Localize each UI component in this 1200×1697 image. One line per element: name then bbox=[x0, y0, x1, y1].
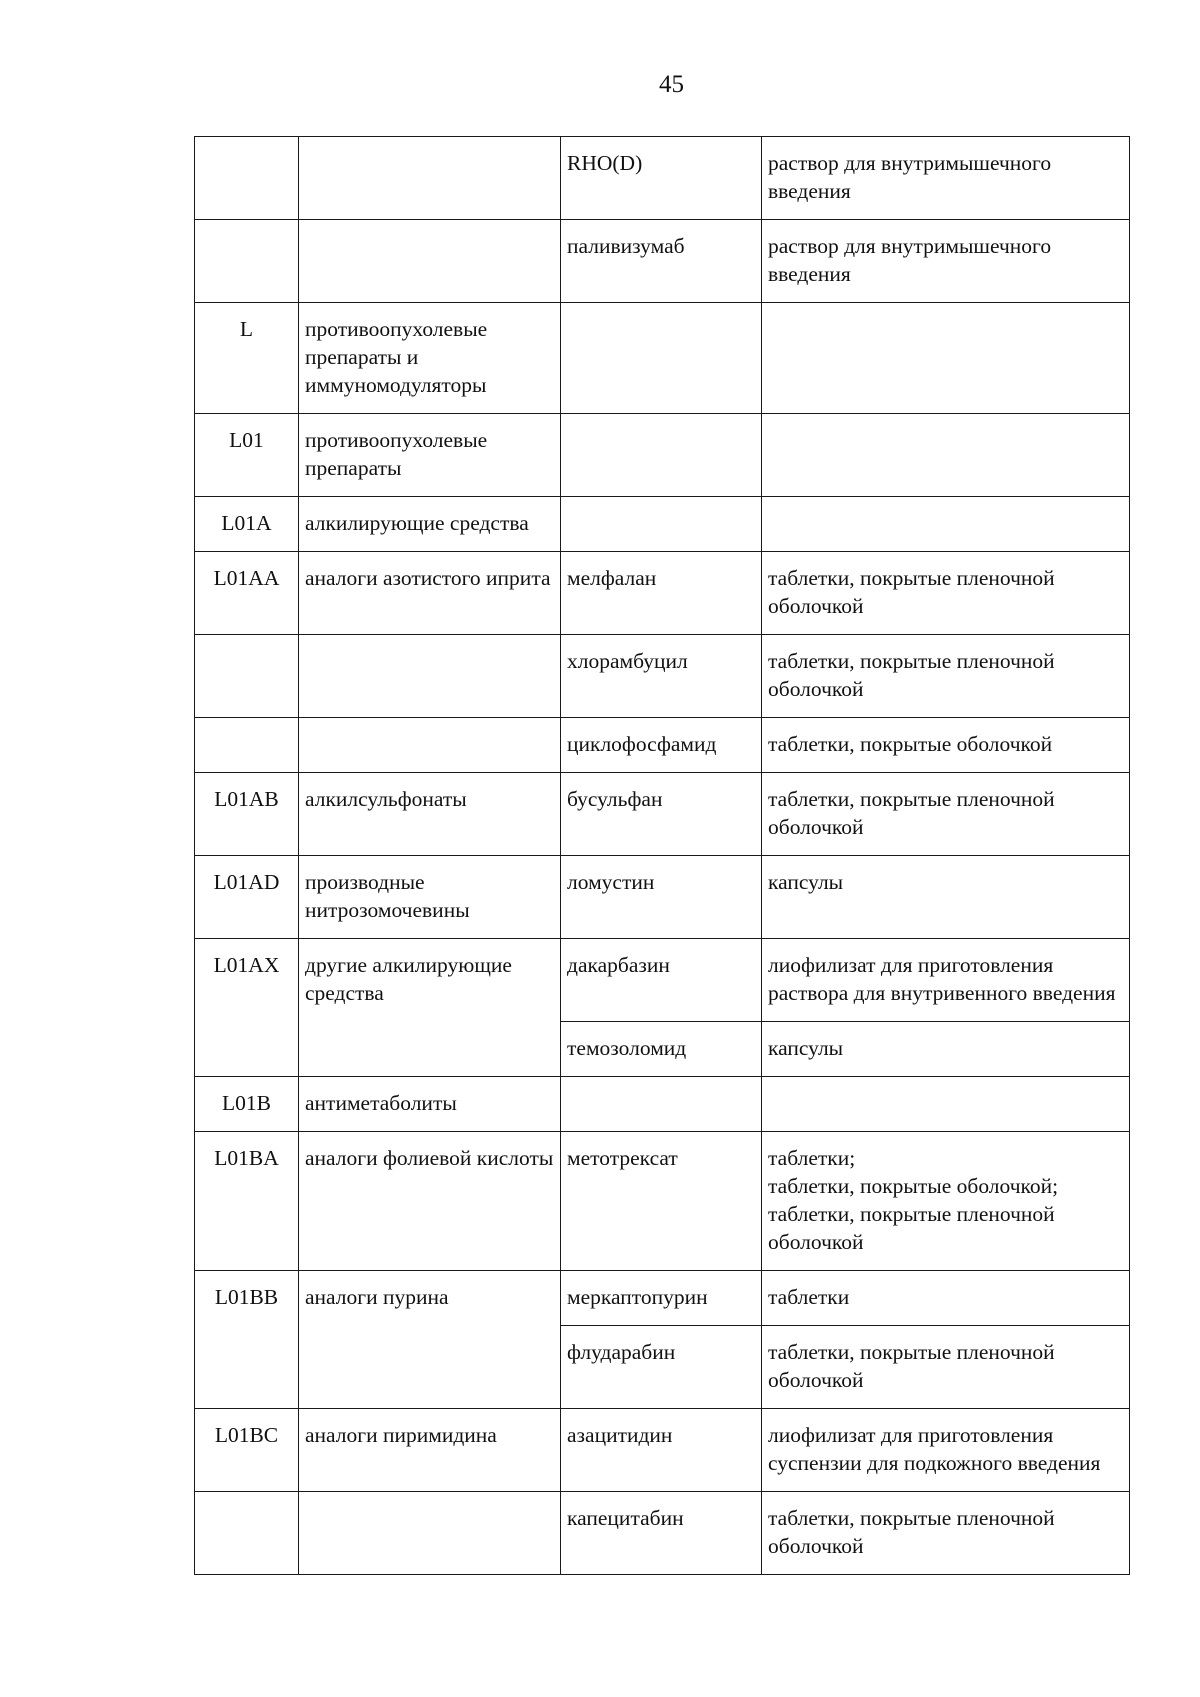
group-cell: аналоги пиримидина bbox=[299, 1409, 561, 1492]
dosage-form-text: таблетки, покрытые пленочной оболочкой bbox=[768, 649, 1055, 701]
dosage-form-cell bbox=[762, 939, 1130, 1022]
table-row bbox=[195, 1492, 1130, 1575]
group-cell bbox=[299, 718, 561, 773]
dosage-form-cell bbox=[762, 856, 1130, 939]
substance-cell: флударабин bbox=[561, 1326, 762, 1409]
drug-list-table bbox=[194, 136, 1130, 1575]
substance-cell bbox=[561, 497, 762, 552]
group-cell: другие алкилирующие средства bbox=[299, 939, 561, 1077]
group-cell: алкилирующие средства bbox=[299, 497, 561, 552]
dosage-form-text: таблетки; bbox=[768, 1146, 856, 1170]
table-row bbox=[195, 414, 1130, 497]
substance-cell: меркаптопурин bbox=[561, 1271, 762, 1326]
dosage-form-cell bbox=[762, 303, 1130, 414]
dosage-form-text: таблетки, покрытые оболочкой bbox=[768, 732, 1053, 756]
dosage-form-cell bbox=[762, 137, 1130, 220]
dosage-form-cell bbox=[762, 1326, 1130, 1409]
dosage-form-text: таблетки bbox=[768, 1285, 850, 1309]
table-row bbox=[195, 1132, 1130, 1271]
dosage-form-text: лиофилизат для приготовления суспензии для подкожного введения bbox=[768, 1423, 1101, 1475]
page-number: 45 bbox=[659, 71, 684, 98]
atc-code-cell: L01A bbox=[195, 497, 299, 552]
group-cell: производные нитрозомочевины bbox=[299, 856, 561, 939]
atc-code-cell: L01AX bbox=[195, 939, 299, 1077]
dosage-form-text: раствор для внутримышечного введения bbox=[768, 234, 1052, 286]
table-row bbox=[195, 1077, 1130, 1132]
atc-code-cell bbox=[195, 137, 299, 220]
group-cell: алкилсульфонаты bbox=[299, 773, 561, 856]
atc-code-cell: L01BB bbox=[195, 1271, 299, 1409]
substance-cell: мелфалан bbox=[561, 552, 762, 635]
dosage-form-text: раствор для внутримышечного введения bbox=[768, 151, 1052, 203]
group-cell: аналоги азотистого иприта bbox=[299, 552, 561, 635]
table-row bbox=[195, 856, 1130, 939]
dosage-form-cell bbox=[762, 1492, 1130, 1575]
dosage-form-text: капсулы bbox=[768, 1036, 844, 1060]
atc-code-cell: L01AB bbox=[195, 773, 299, 856]
dosage-form-text: капсулы bbox=[768, 870, 844, 894]
dosage-form-cell bbox=[762, 1077, 1130, 1132]
atc-code-cell: L bbox=[195, 303, 299, 414]
group-cell bbox=[299, 635, 561, 718]
dosage-form-text: таблетки, покрытые пленочной оболочкой bbox=[768, 1506, 1055, 1558]
substance-cell: хлорамбуцил bbox=[561, 635, 762, 718]
group-cell bbox=[299, 137, 561, 220]
table-row bbox=[195, 939, 1130, 1022]
table-row bbox=[195, 1271, 1130, 1326]
atc-code-cell bbox=[195, 1492, 299, 1575]
substance-cell: азацитидин bbox=[561, 1409, 762, 1492]
atc-code-cell: L01B bbox=[195, 1077, 299, 1132]
atc-code-cell: L01 bbox=[195, 414, 299, 497]
dosage-form-cell bbox=[762, 497, 1130, 552]
substance-cell: темозоломид bbox=[561, 1022, 762, 1077]
substance-cell: дакарбазин bbox=[561, 939, 762, 1022]
group-cell: антиметаболиты bbox=[299, 1077, 561, 1132]
substance-cell: RHO(D) bbox=[561, 137, 762, 220]
dosage-form-cell bbox=[762, 1022, 1130, 1077]
substance-cell bbox=[561, 1077, 762, 1132]
atc-code-cell: L01AA bbox=[195, 552, 299, 635]
dosage-form-cell bbox=[762, 1271, 1130, 1326]
substance-cell: бусульфан bbox=[561, 773, 762, 856]
dosage-form-text: таблетки, покрытые пленочной оболочкой bbox=[768, 787, 1055, 839]
atc-code-cell: L01AD bbox=[195, 856, 299, 939]
substance-cell: ломустин bbox=[561, 856, 762, 939]
atc-code-cell bbox=[195, 718, 299, 773]
group-cell: противоопухолевые препараты bbox=[299, 414, 561, 497]
substance-cell: метотрексат bbox=[561, 1132, 762, 1271]
dosage-form-cell bbox=[762, 220, 1130, 303]
dosage-form-text: лиофилизат для приготовления раствора для внутривенного введения bbox=[768, 953, 1116, 1005]
table-row bbox=[195, 497, 1130, 552]
group-cell: аналоги пурина bbox=[299, 1271, 561, 1409]
dosage-form-cell bbox=[762, 414, 1130, 497]
dosage-form-text: таблетки, покрытые пленочной оболочкой bbox=[768, 566, 1055, 618]
substance-cell bbox=[561, 414, 762, 497]
dosage-form-text: таблетки, покрытые оболочкой; bbox=[768, 1174, 1059, 1198]
atc-code-cell: L01BC bbox=[195, 1409, 299, 1492]
dosage-form-cell bbox=[762, 773, 1130, 856]
dosage-form-cell bbox=[762, 1132, 1130, 1271]
dosage-form-cell bbox=[762, 718, 1130, 773]
dosage-form-text: таблетки, покрытые пленочной оболочкой bbox=[768, 1202, 1055, 1254]
table-row bbox=[195, 773, 1130, 856]
group-cell bbox=[299, 1492, 561, 1575]
atc-code-cell bbox=[195, 635, 299, 718]
group-cell: противоопухолевые препараты и иммуномодуляторы bbox=[299, 303, 561, 414]
table-row bbox=[195, 220, 1130, 303]
table-row bbox=[195, 552, 1130, 635]
dosage-form-text: таблетки, покрытые пленочной оболочкой bbox=[768, 1340, 1055, 1392]
table-row bbox=[195, 1409, 1130, 1492]
substance-cell bbox=[561, 303, 762, 414]
dosage-form-cell bbox=[762, 552, 1130, 635]
table-row bbox=[195, 303, 1130, 414]
group-cell: аналоги фолиевой кислоты bbox=[299, 1132, 561, 1271]
dosage-form-cell bbox=[762, 635, 1130, 718]
table-row bbox=[195, 718, 1130, 773]
group-cell bbox=[299, 220, 561, 303]
substance-cell: циклофосфамид bbox=[561, 718, 762, 773]
atc-code-cell bbox=[195, 220, 299, 303]
table-row bbox=[195, 137, 1130, 220]
substance-cell: паливизумаб bbox=[561, 220, 762, 303]
dosage-form-cell bbox=[762, 1409, 1130, 1492]
table-row bbox=[195, 635, 1130, 718]
atc-code-cell: L01BA bbox=[195, 1132, 299, 1271]
substance-cell: капецитабин bbox=[561, 1492, 762, 1575]
